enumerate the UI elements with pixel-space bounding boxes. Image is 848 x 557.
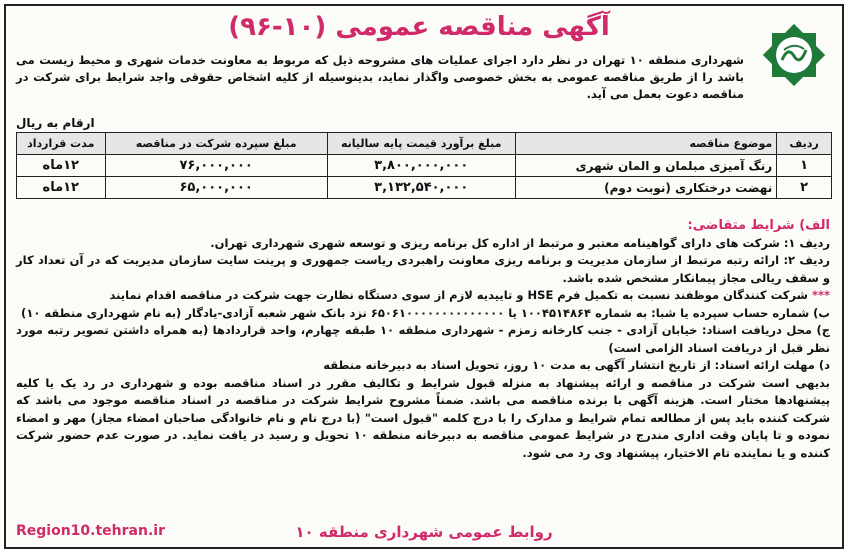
- header-deposit: مبلغ سپرده شرکت در مناقصه: [105, 133, 327, 155]
- hse-text: شرکت کنندگان موظفند نسبت به تکمیل فرم HSE و تاییدیه لازم از سوی دستگاه نظارت جهت شرکت در مناقصه اقدام نمایند: [109, 288, 808, 302]
- closing-text: بدیهی است شرکت در مناقصه و ارائه پیشنهاد به منزله قبول شرایط و تکالیف مقرر در اسناد مناقصه بوده و شهرداری در رد یک یا کلیه پیشنهادها مختار است. هزینه آگهی با برنده مناقصه می باشد. ضمناً مشروح شرایط شرکت در مناقصه در اسناد مناقصه موجود می باشد که شرکت کننده باید پس از مطالعه تمام شرایط و مدارک را با درج کلمه "قبول است" (با درج نام و نام خانوادگی صاحبان امضاء مجاز) مهر و امضاء نموده و تا پایان وقت اداری مندرج در شرایط عمومی مناقصه به دبیرخانه منطقه ۱۰ تحویل و رسید در یافت نماید. در صورت عدم حضور شرکت کننده و یا نماینده تام الاختیار، پیشنهاد وی رد می شود.: [16, 375, 830, 460]
- condition-row-1: ردیف ۱: شرکت های دارای گواهینامه معتبر و مرتبط از اداره کل برنامه ریزی و توسعه شهری شهرداری تهران.: [210, 235, 830, 250]
- header-duration: مدت قرارداد: [17, 133, 106, 155]
- announcement-title: آگهی مناقصه عمومی (۱۰-۹۶): [228, 12, 610, 42]
- row-estimate: ۳,۸۰۰,۰۰۰,۰۰۰: [327, 155, 515, 177]
- row-estimate: ۳,۱۳۲,۵۴۰,۰۰۰: [327, 177, 515, 199]
- tender-announcement: [4, 4, 844, 549]
- row-deposit: ۶۵,۰۰۰,۰۰۰: [105, 177, 327, 199]
- tehran-municipality-logo: [754, 16, 834, 94]
- tender-table: [16, 132, 832, 199]
- submission-deadline: د) مهلت ارائه اسناد: از تاریخ انتشار آگهی به مدت ۱۰ روز، تحویل اسناد به دبیرخانه منطقه: [323, 358, 830, 372]
- document-location: ج) محل دریافت اسناد: خیابان آزادی - جنب کارخانه زمزم - شهرداری منطقه ۱۰ طبقه چهارم، واحد قراردادها (به همراه داشتن تصویر رتبه مورد نظر قبل از دریافت اسناد الزامی است): [16, 323, 830, 355]
- header-row-number: ردیف: [777, 133, 832, 155]
- header-estimate: مبلغ برآورد قیمت پایه سالیانه: [327, 133, 515, 155]
- row-duration: ۱۲ماه: [17, 177, 106, 199]
- table-row: [17, 177, 832, 199]
- conditions-heading: الف) شرایط متقاضی:: [687, 218, 830, 233]
- intro-text: شهرداری منطقه ۱۰ تهران در نظر دارد اجرای عملیات های مشروحه ذیل که مربوط به معاونت خدمات شهری و محیط زیست می باشد را از طریق مناقصه عمومی به بخش خصوصی واگذار نماید، بدینوسیله از کلیه اشخاص حقوقی واجد شرایط برای شرکت در مناقصه دعوت بعمل می آید.: [16, 53, 744, 101]
- row-number: ۲: [777, 177, 832, 199]
- website-link[interactable]: Region10.tehran.ir: [16, 523, 165, 539]
- row-deposit: ۷۶,۰۰۰,۰۰۰: [105, 155, 327, 177]
- conditions-section: [16, 217, 830, 462]
- condition-row-2: ردیف ۲: ارائه رتبه مرتبط از سازمان مدیریت و برنامه ریزی معاونت راهبردی ریاست جمهوری و پرینت سایت سازمان مدیریت که در آن تعداد کار و سقف ریالی مجاز پیمانکار مشخص شده باشد.: [16, 253, 830, 285]
- row-subject: رنگ آمیزی مبلمان و المان شهری: [515, 155, 777, 177]
- header-subject: موضوع مناقصه: [515, 133, 777, 155]
- account-info: ب) شماره حساب سپرده یا شبا: به شماره ۱۰۰۴۵۱۴۸۶۴ یا ۶۵۰۶۱۰۰۰۰۰۰۰۰۰۰۰۰۰۰ نزد بانک شهر شعبه آزادی-یادگار (به نام شهرداری منطقه ۱۰): [21, 305, 830, 320]
- amount-unit-note: ارقام به ریال: [16, 116, 95, 130]
- hse-note: [16, 287, 830, 305]
- row-duration: ۱۲ماه: [17, 155, 106, 177]
- row-subject: نهضت درختکاری (نوبت دوم): [515, 177, 777, 199]
- table-header-row: [17, 133, 832, 155]
- row-number: ۱: [777, 155, 832, 177]
- public-relations-signature: روابط عمومی شهرداری منطقه ۱۰: [295, 523, 553, 541]
- stars-marker: ***: [811, 288, 830, 302]
- table-row: [17, 155, 832, 177]
